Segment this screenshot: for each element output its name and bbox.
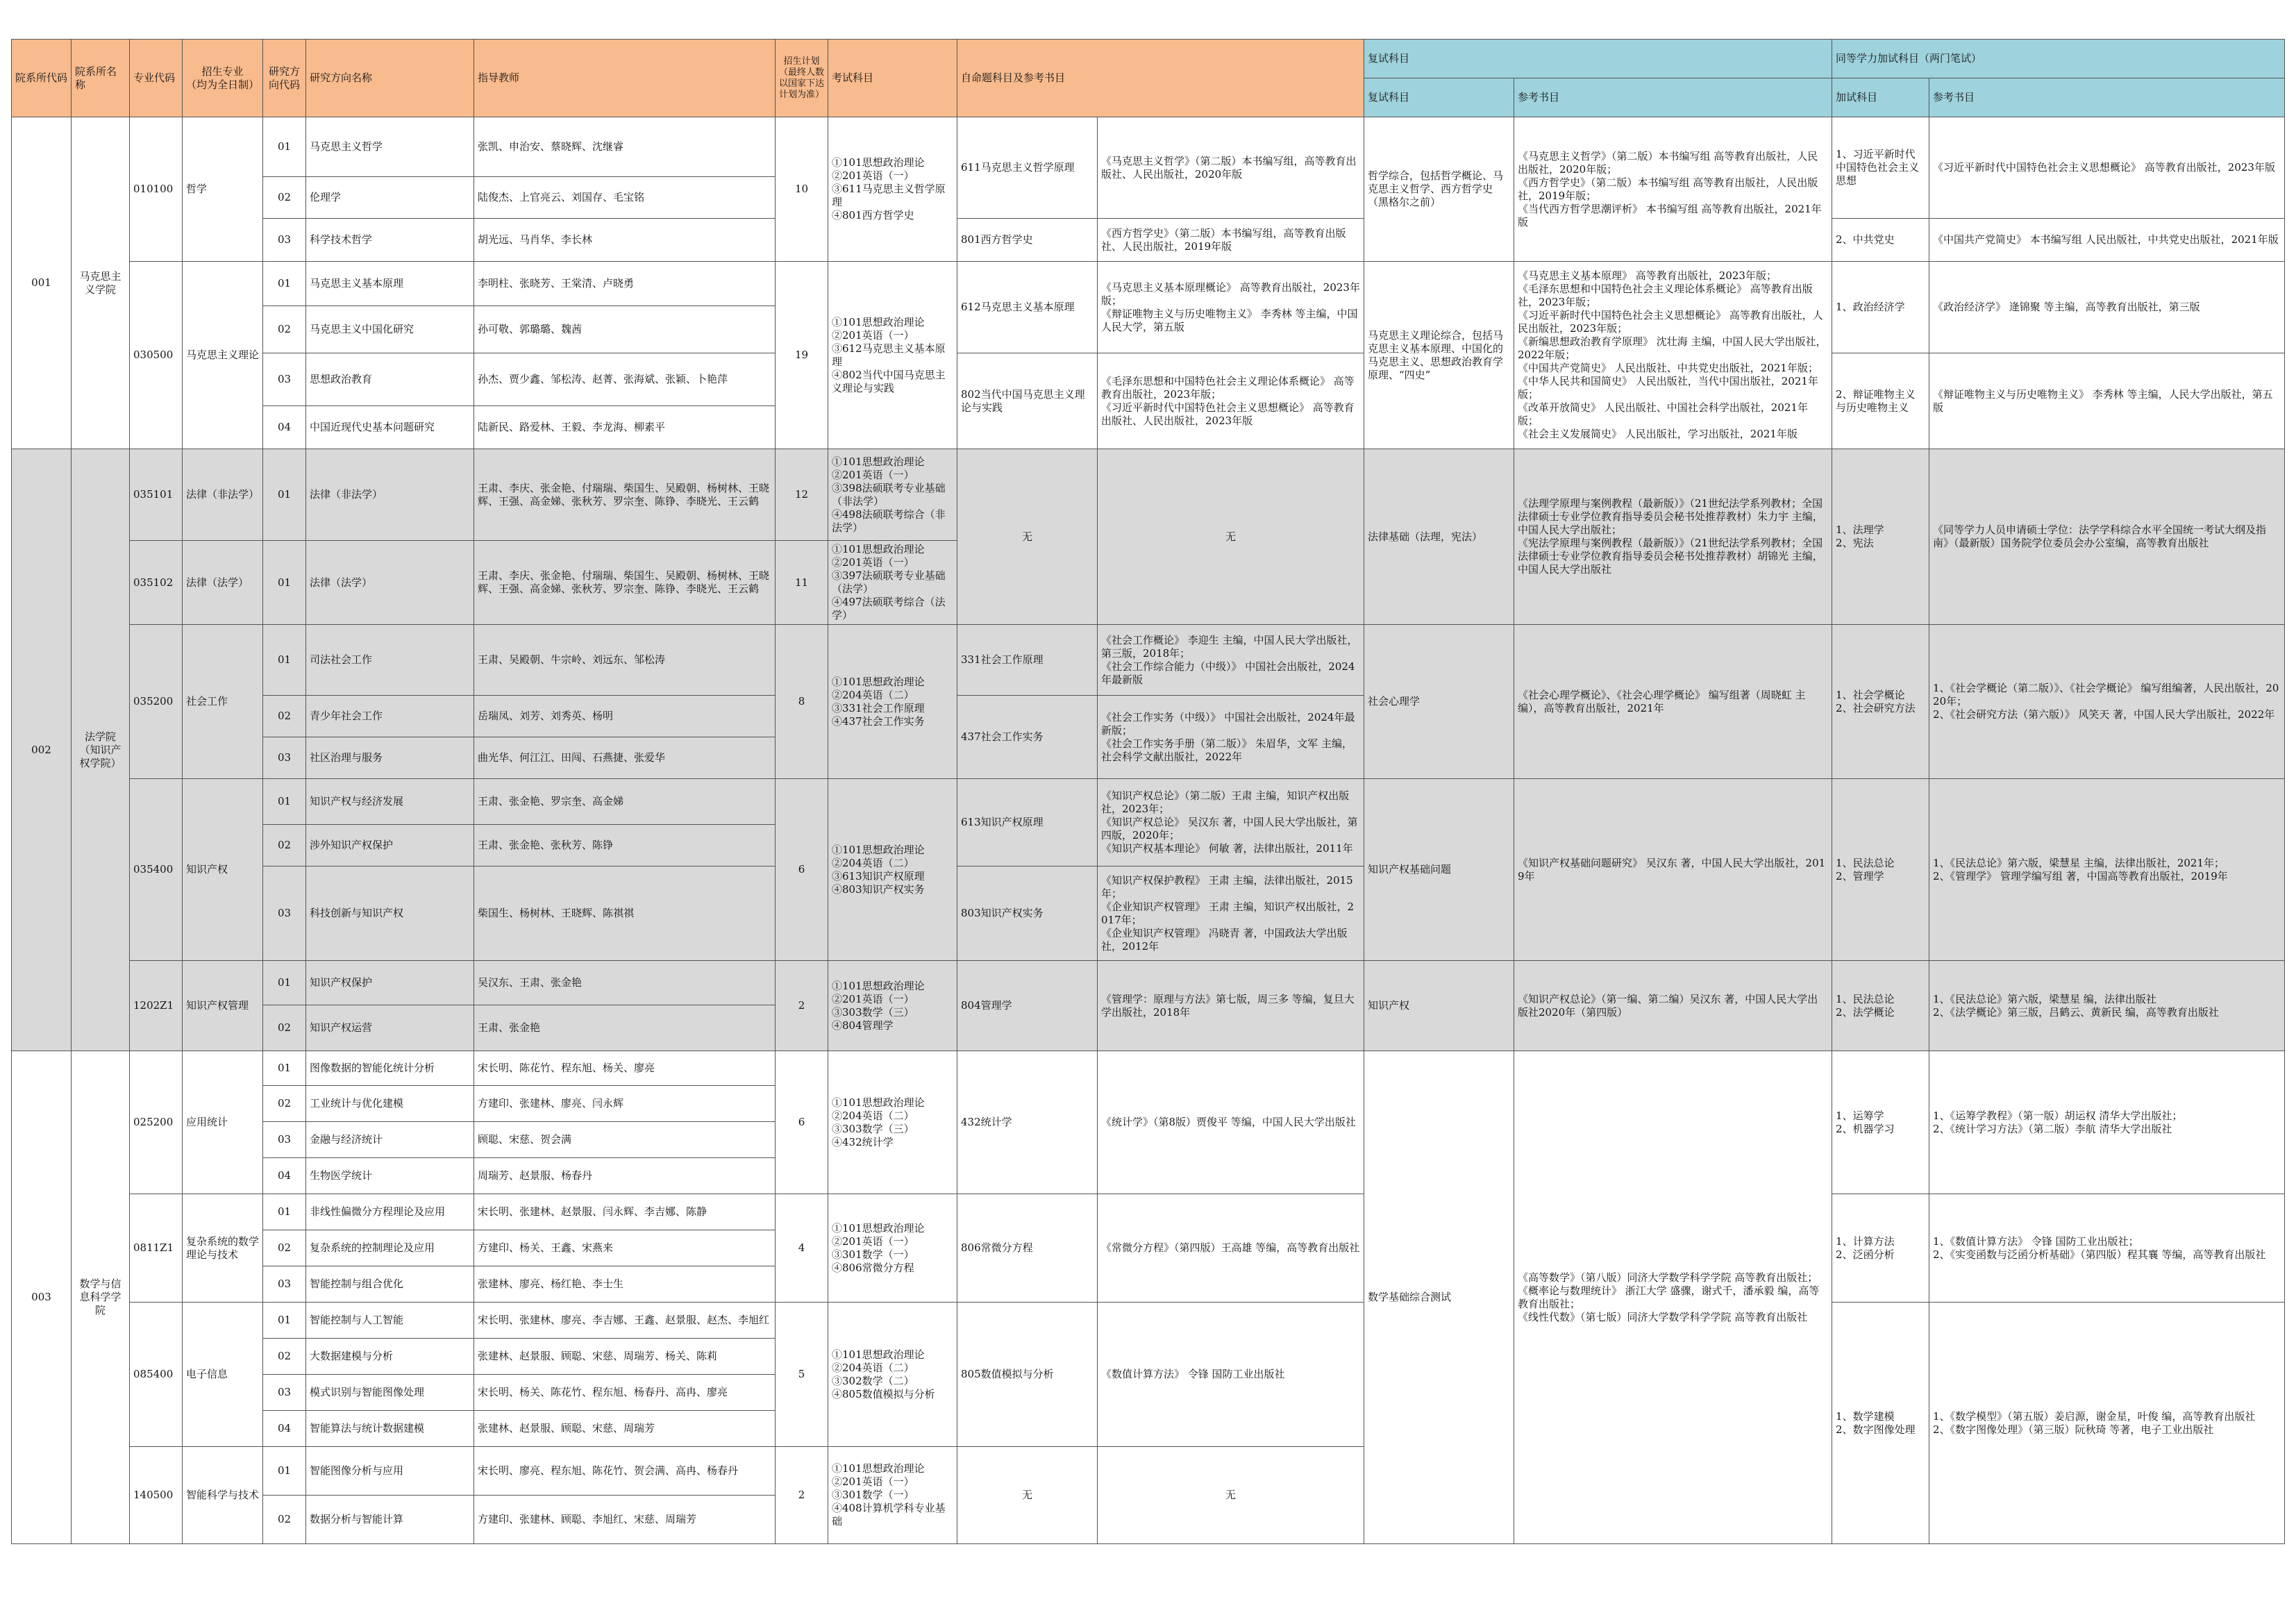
self-subject: 802当代中国马克思主义理论与实践 <box>957 353 1098 449</box>
direction-name: 科学技术哲学 <box>306 219 474 262</box>
header-retest-books: 参考书目 <box>1514 78 1832 117</box>
retest-books: 《马克思主义基本原理》 高等教育出版社，2023年版； 《毛泽东思想和中国特色社会主义理论体系概论》 高等教育出版社，2023年版； 《习近平新时代中国特色社会主义思想概论》 高等教育出版社，人民出版社，2023年版； 《新编思想政治教育学原理》 沈壮海 主编，中国人民大学出版社，2022年版； 《中国共产党简史》 人民出版社、中共党史出版社，2021年版； 《中华人民共和国简史》 人民出版社，当代中国出版社，2021年版； 《改革开放简史》 人民出版社、中国社会科学出版社，2021年版； 《社会主义发展简史》 人民出版社，学习出版社，2021年版 <box>1514 262 1832 449</box>
supervisor-list: 吴汉东、王肃、张金艳 <box>474 961 776 1005</box>
equiv-books: 1、《民法总论》第六版，梁慧星 编，法律出版社 2、《法学概论》第三版，吕鹤云、黄新民 编，高等教育出版社 <box>1929 961 2285 1051</box>
self-subject-books: 《社会工作概论》 李迎生 主编，中国人民大学出版社，第三版，2018年； 《社会工作综合能力（中级）》 中国社会出版社，2024年最新版 <box>1098 625 1364 696</box>
retest-subject: 知识产权 <box>1364 961 1514 1051</box>
college-name: 马克思主义学院 <box>72 117 130 449</box>
supervisor-list: 柴国生、杨树林、王晓辉、陈祺祺 <box>474 867 776 961</box>
direction-name: 模式识别与智能图像处理 <box>306 1375 474 1411</box>
direction-code: 01 <box>263 1303 306 1339</box>
equiv-subject: 1、计算方法 2、泛函分析 <box>1832 1194 1929 1303</box>
direction-code: 03 <box>263 1122 306 1158</box>
self-subject-books: 《知识产权保护教程》 王肃 主编，法律出版社，2015年； 《企业知识产权管理》 王肃 主编，知识产权出版社，2017年； 《企业知识产权管理》 冯晓青 著，中国政法大学出版社，2012年 <box>1098 867 1364 961</box>
college-name: 数学与信息科学学院 <box>72 1051 130 1544</box>
header-quota: 招生计划 （最终人数以国家下达计划为准） <box>776 40 828 117</box>
retest-books: 《马克思主义哲学》（第二版）本书编写组 高等教育出版社，人民出版社，2020年版； 《西方哲学史》（第二版）本书编写组 高等教育出版社，人民出版社，2019年版； 《当代西方哲学思潮评析》 本书编写组 高等教育出版社，2021年版 <box>1514 117 1832 262</box>
retest-subject: 哲学综合，包括哲学概论、马克思主义哲学、西方哲学史（黑格尔之前） <box>1364 117 1514 262</box>
header-direction-code: 研究方向代码 <box>263 40 306 117</box>
exam-subjects: ①101思想政治理论 ②201英语（一） ③301数学（一） ④806常微分方程 <box>828 1194 957 1303</box>
supervisor-list: 陆新民、路爱林、王毅、李龙海、柳素平 <box>474 406 776 449</box>
direction-name: 法律（非法学） <box>306 449 474 541</box>
direction-name: 生物医学统计 <box>306 1158 474 1194</box>
direction-code: 01 <box>263 449 306 541</box>
equiv-subject: 2、辩证唯物主义与历史唯物主义 <box>1832 353 1929 449</box>
supervisor-list: 岳瑞凤、刘芳、刘秀英、杨明 <box>474 696 776 737</box>
equiv-subject: 1、民法总论 2、法学概论 <box>1832 961 1929 1051</box>
header-major-code: 专业代码 <box>130 40 183 117</box>
header-equiv: 同等学力加试科目（两门笔试） <box>1832 40 2285 78</box>
self-subject: 805数值模拟与分析 <box>957 1303 1098 1447</box>
quota: 2 <box>776 1447 828 1544</box>
direction-name: 伦理学 <box>306 177 474 219</box>
retest-books: 《知识产权总论》（第一编、第二编）吴汉东 著，中国人民大学出版社2020年（第四版） <box>1514 961 1832 1051</box>
college-code: 001 <box>12 117 72 449</box>
direction-name: 知识产权保护 <box>306 961 474 1005</box>
equiv-books: 1、《社会学概论（第二版）》、《社会学概论》 编写组编著，人民出版社，2020年； 2、《社会研究方法（第六版）》 风笑天 著，中国人民大学出版社，2022年 <box>1929 625 2285 779</box>
major-code: 1202Z1 <box>130 961 183 1051</box>
major-name: 复杂系统的数学理论与技术 <box>183 1194 263 1303</box>
supervisor-list: 王肃、吴殿朝、牛宗岭、刘远东、邹松涛 <box>474 625 776 696</box>
equiv-subject: 2、中共党史 <box>1832 219 1929 262</box>
direction-name: 马克思主义中国化研究 <box>306 306 474 353</box>
retest-books: 《社会心理学概论》、《社会心理学概论》 编写组著（周晓虹 主编），高等教育出版社，2021年 <box>1514 625 1832 779</box>
major-name: 应用统计 <box>183 1051 263 1194</box>
exam-subjects: ①101思想政治理论 ②204英语（二） ③331社会工作原理 ④437社会工作实务 <box>828 625 957 779</box>
retest-books: 《高等数学》（第八版）同济大学数学科学学院 高等教育出版社； 《概率论与数理统计》 浙江大学 盛骤，谢式千，潘承毅 编，高等教育出版社； 《线性代数》（第七版）同济大学数学科学学院 高等教育出版社 <box>1514 1051 1832 1544</box>
equiv-books: 1、《民法总论》第六版，梁慧星 主编，法律出版社，2021年； 2、《管理学》 管理学编写组 著，中国高等教育出版社，2019年 <box>1929 779 2285 961</box>
direction-name: 知识产权运营 <box>306 1005 474 1051</box>
header-retest: 复试科目 <box>1364 40 1832 78</box>
direction-code: 01 <box>263 779 306 825</box>
major-code: 0811Z1 <box>130 1194 183 1303</box>
direction-code: 03 <box>263 219 306 262</box>
self-subject-books: 《管理学：原理与方法》第七版，周三多 等编，复旦大学出版社，2018年 <box>1098 961 1364 1051</box>
supervisor-list: 王肃、张金艳、罗宗奎、高金娣 <box>474 779 776 825</box>
supervisor-list: 王肃、张金艳 <box>474 1005 776 1051</box>
college-name: 法学院（知识产权学院） <box>72 449 130 1051</box>
self-subject-books: 《社会工作实务（中级）》 中国社会出版社，2024年最新版； 《社会工作实务手册（第二版）》 朱眉华，文军 主编，社会科学文献出版社，2022年 <box>1098 696 1364 779</box>
direction-code: 02 <box>263 306 306 353</box>
equiv-subject: 1、政治经济学 <box>1832 262 1929 353</box>
retest-books: 《法理学原理与案例教程（最新版）》（21世纪法学系列教材；全国法律硕士专业学位教育指导委员会秘书处推荐教材）朱力宇 主编，中国人民大学出版社； 《宪法学原理与案例教程（最新版）》（21世纪法学系列教材；全国法律硕士专业学位教育指导委员会秘书处推荐教材）胡锦光 主编，中国人民大学出版社 <box>1514 449 1832 625</box>
header-college-name: 院系所名称 <box>72 40 130 117</box>
major-name: 哲学 <box>183 117 263 262</box>
admission-table <box>11 39 2285 1544</box>
supervisor-list: 张建林、赵景服、顾聪、宋慈、周瑞芳、杨关、陈莉 <box>474 1339 776 1375</box>
major-name: 马克思主义理论 <box>183 262 263 449</box>
direction-code: 03 <box>263 1266 306 1303</box>
major-code: 085400 <box>130 1303 183 1447</box>
major-name: 知识产权管理 <box>183 961 263 1051</box>
self-subject: 613知识产权原理 <box>957 779 1098 867</box>
equiv-subject: 1、民法总论 2、管理学 <box>1832 779 1929 961</box>
supervisor-list: 陆俊杰、上官亮云、刘国存、毛宝铭 <box>474 177 776 219</box>
quota: 2 <box>776 961 828 1051</box>
direction-name: 图像数据的智能化统计分析 <box>306 1051 474 1086</box>
direction-code: 01 <box>263 1194 306 1230</box>
self-subject-books: 《常微分方程》（第四版）王高雄 等编，高等教育出版社 <box>1098 1194 1364 1303</box>
quota: 12 <box>776 449 828 541</box>
equiv-books: 《辩证唯物主义与历史唯物主义》 李秀林 等主编，人民大学出版社，第五版 <box>1929 353 2285 449</box>
direction-code: 03 <box>263 353 306 406</box>
direction-code: 02 <box>263 177 306 219</box>
header-retest-subject: 复试科目 <box>1364 78 1514 117</box>
major-code: 035200 <box>130 625 183 779</box>
major-name: 电子信息 <box>183 1303 263 1447</box>
supervisor-list: 周瑞芳、赵景服、杨春丹 <box>474 1158 776 1194</box>
supervisor-list: 王肃、李庆、张金艳、付瑞瑞、柴国生、吴殿朝、杨树林、王晓辉、王强、高金娣、张秋芳、罗宗奎、陈铮、李晓光、王云鹤 <box>474 541 776 625</box>
self-subject-books: 无 <box>1098 449 1364 625</box>
direction-name: 中国近现代史基本问题研究 <box>306 406 474 449</box>
self-subject: 331社会工作原理 <box>957 625 1098 696</box>
direction-name: 智能算法与统计数据建模 <box>306 1411 474 1447</box>
equiv-books: 《中国共产党简史》 本书编写组 人民出版社，中共党史出版社，2021年版 <box>1929 219 2285 262</box>
quota: 19 <box>776 262 828 449</box>
self-subject-books: 《数值计算方法》 令锋 国防工业出版社 <box>1098 1303 1364 1447</box>
retest-subject: 数学基础综合测试 <box>1364 1051 1514 1544</box>
direction-code: 02 <box>263 1339 306 1375</box>
direction-name: 青少年社会工作 <box>306 696 474 737</box>
direction-name: 智能图像分析与应用 <box>306 1447 474 1496</box>
supervisor-list: 曲光华、何江江、田闯、石燕捷、张爱华 <box>474 737 776 779</box>
major-code: 025200 <box>130 1051 183 1194</box>
supervisor-list: 张凯、申治安、蔡晓辉、沈继睿 <box>474 117 776 177</box>
direction-name: 马克思主义基本原理 <box>306 262 474 306</box>
direction-code: 04 <box>263 1158 306 1194</box>
exam-subjects: ①101思想政治理论 ②201英语（一） ③612马克思主义基本原理 ④802当代中国马克思主义理论与实践 <box>828 262 957 449</box>
equiv-books: 1、《数值计算方法》 令锋 国防工业出版社； 2、《实变函数与泛函分析基础》（第四版）程其襄 等编，高等教育出版社 <box>1929 1194 2285 1303</box>
direction-code: 01 <box>263 961 306 1005</box>
direction-name: 知识产权与经济发展 <box>306 779 474 825</box>
major-code: 010100 <box>130 117 183 262</box>
direction-name: 金融与经济统计 <box>306 1122 474 1158</box>
supervisor-list: 宋长明、陈花竹、程东旭、杨关、廖亮 <box>474 1051 776 1086</box>
quota: 8 <box>776 625 828 779</box>
supervisor-list: 方建印、杨关、王鑫、宋燕来 <box>474 1230 776 1266</box>
self-subject: 无 <box>957 449 1098 625</box>
direction-name: 大数据建模与分析 <box>306 1339 474 1375</box>
retest-subject: 知识产权基础问题 <box>1364 779 1514 961</box>
equiv-subject: 1、运筹学 2、机器学习 <box>1832 1051 1929 1194</box>
major-name: 法律（非法学） <box>183 449 263 541</box>
direction-name: 复杂系统的控制理论及应用 <box>306 1230 474 1266</box>
direction-code: 01 <box>263 541 306 625</box>
self-subject: 437社会工作实务 <box>957 696 1098 779</box>
direction-code: 02 <box>263 696 306 737</box>
direction-code: 01 <box>263 1051 306 1086</box>
direction-code: 01 <box>263 625 306 696</box>
header-college-code: 院系所代码 <box>12 40 72 117</box>
direction-name: 社区治理与服务 <box>306 737 474 779</box>
direction-code: 03 <box>263 867 306 961</box>
equiv-subject: 1、数学建模 2、数字图像处理 <box>1832 1303 1929 1544</box>
equiv-books: 1、《数学模型》（第五版）姜启源，谢金星，叶俊 编，高等教育出版社 2、《数字图像处理》（第三版）阮秋琦 等著，电子工业出版社 <box>1929 1303 2285 1544</box>
supervisor-list: 张建林、廖亮、杨红艳、李士生 <box>474 1266 776 1303</box>
supervisor-list: 宋长明、张建林、赵景服、闫永辉、李吉娜、陈静 <box>474 1194 776 1230</box>
supervisor-list: 李明柱、张晓芳、王棠清、卢晓勇 <box>474 262 776 306</box>
equiv-books: 《习近平新时代中国特色社会主义思想概论》 高等教育出版社，2023年版 <box>1929 117 2285 219</box>
direction-name: 涉外知识产权保护 <box>306 825 474 867</box>
direction-name: 智能控制与组合优化 <box>306 1266 474 1303</box>
supervisor-list: 王肃、张金艳、张秋芳、陈铮 <box>474 825 776 867</box>
supervisor-list: 宋长明、杨关、陈花竹、程东旭、杨春丹、高冉、廖亮 <box>474 1375 776 1411</box>
major-code: 030500 <box>130 262 183 449</box>
supervisor-list: 方建印、张建林、廖亮、闫永辉 <box>474 1086 776 1122</box>
direction-code: 02 <box>263 1005 306 1051</box>
major-code: 035101 <box>130 449 183 541</box>
college-code: 002 <box>12 449 72 1051</box>
equiv-books: 《同等学力人员申请硕士学位：法学学科综合水平全国统一考试大纲及指南》（最新版）国务院学位委员会办公室编，高等教育出版社 <box>1929 449 2285 625</box>
exam-subjects: ①101思想政治理论 ②201英语（一） ③301数学（一） ④408计算机学科专业基础 <box>828 1447 957 1544</box>
exam-subjects: ①101思想政治理论 ②201英语（一） ③611马克思主义哲学原理 ④801西方哲学史 <box>828 117 957 262</box>
equiv-subject: 1、社会学概论 2、社会研究方法 <box>1832 625 1929 779</box>
exam-subjects: ①101思想政治理论 ②201英语（一） ③398法硕联考专业基础（非法学） ④498法硕联考综合（非法学） <box>828 449 957 541</box>
retest-subject: 马克思主义理论综合，包括马克思主义基本原理、中国化的马克思主义、思想政治教育学原理、“四史” <box>1364 262 1514 449</box>
supervisor-list: 王肃、李庆、张金艳、付瑞瑞、柴国生、吴殿朝、杨树林、王晓辉、王强、高金娣、张秋芳、罗宗奎、陈铮、李晓光、王云鹤 <box>474 449 776 541</box>
direction-name: 科技创新与知识产权 <box>306 867 474 961</box>
quota: 6 <box>776 779 828 961</box>
self-subject: 无 <box>957 1447 1098 1544</box>
direction-name: 非线性偏微分方程理论及应用 <box>306 1194 474 1230</box>
direction-code: 01 <box>263 262 306 306</box>
direction-code: 01 <box>263 117 306 177</box>
direction-code: 03 <box>263 737 306 779</box>
header-equiv-books: 参考书目 <box>1929 78 2285 117</box>
direction-code: 03 <box>263 1375 306 1411</box>
self-subject-books: 《马克思主义哲学》（第二版）本书编写组，高等教育出版社、人民出版社，2020年版 <box>1098 117 1364 219</box>
self-subject: 803知识产权实务 <box>957 867 1098 961</box>
self-subject: 611马克思主义哲学原理 <box>957 117 1098 219</box>
self-subject: 806常微分方程 <box>957 1194 1098 1303</box>
self-subject-books: 《毛泽东思想和中国特色社会主义理论体系概论》 高等教育出版社，2023年版； 《习近平新时代中国特色社会主义思想概论》 高等教育出版社、人民出版社，2023年版 <box>1098 353 1364 449</box>
equiv-books: 《政治经济学》 逄锦聚 等主编，高等教育出版社，第三版 <box>1929 262 2285 353</box>
exam-subjects: ①101思想政治理论 ②204英语（二） ③302数学（二） ④805数值模拟与分析 <box>828 1303 957 1447</box>
quota: 10 <box>776 117 828 262</box>
quota: 6 <box>776 1051 828 1194</box>
direction-code: 02 <box>263 825 306 867</box>
direction-code: 02 <box>263 1230 306 1266</box>
major-code: 035102 <box>130 541 183 625</box>
direction-code: 02 <box>263 1496 306 1544</box>
major-code: 140500 <box>130 1447 183 1544</box>
direction-code: 02 <box>263 1086 306 1122</box>
equiv-books: 1、《运筹学教程》（第一版）胡运权 清华大学出版社； 2、《统计学习方法》（第二版）李航 清华大学出版社 <box>1929 1051 2285 1194</box>
header-direction-name: 研究方向名称 <box>306 40 474 117</box>
equiv-subject: 1、习近平新时代中国特色社会主义思想 <box>1832 117 1929 219</box>
quota: 5 <box>776 1303 828 1447</box>
equiv-subject: 1、法理学 2、宪法 <box>1832 449 1929 625</box>
header-self-subject: 自命题科目及参考书目 <box>957 40 1364 117</box>
supervisor-list: 张建林、赵景服、顾聪、宋慈、周瑞芳 <box>474 1411 776 1447</box>
direction-name: 思想政治教育 <box>306 353 474 406</box>
supervisor-list: 方建印、张建林、顾聪、李旭红、宋慈、周瑞芳 <box>474 1496 776 1544</box>
self-subject-books: 《统计学》（第8版）贾俊平 等编，中国人民大学出版社 <box>1098 1051 1364 1194</box>
header-equiv-subject: 加试科目 <box>1832 78 1929 117</box>
supervisor-list: 孙可敬、郭璐璐、魏茜 <box>474 306 776 353</box>
direction-name: 智能控制与人工智能 <box>306 1303 474 1339</box>
quota: 11 <box>776 541 828 625</box>
direction-name: 工业统计与优化建模 <box>306 1086 474 1122</box>
college-code: 003 <box>12 1051 72 1544</box>
direction-name: 马克思主义哲学 <box>306 117 474 177</box>
major-name: 智能科学与技术 <box>183 1447 263 1544</box>
exam-subjects: ①101思想政治理论 ②201英语（一） ③303数学（三） ④804管理学 <box>828 961 957 1051</box>
self-subject-books: 《知识产权总论》（第二版）王肃 主编，知识产权出版社，2023年； 《知识产权总论》 吴汉东 著，中国人民大学出版社，第四版，2020年； 《知识产权基本理论》 何敏 著，法律出版社，2011年 <box>1098 779 1364 867</box>
self-subject: 801西方哲学史 <box>957 219 1098 262</box>
direction-code: 01 <box>263 1447 306 1496</box>
self-subject-books: 《马克思主义基本原理概论》 高等教育出版社，2023年版； 《辩证唯物主义与历史唯物主义》 李秀林 等主编，中国人民大学，第五版 <box>1098 262 1364 353</box>
direction-code: 04 <box>263 406 306 449</box>
self-subject: 804管理学 <box>957 961 1098 1051</box>
exam-subjects: ①101思想政治理论 ②204英语（二） ③613知识产权原理 ④803知识产权实务 <box>828 779 957 961</box>
major-name: 社会工作 <box>183 625 263 779</box>
direction-code: 04 <box>263 1411 306 1447</box>
supervisor-list: 顾聪、宋慈、贺会满 <box>474 1122 776 1158</box>
supervisor-list: 孙杰、贾少鑫、邹松涛、赵菁、张海斌、张颖、卜艳萍 <box>474 353 776 406</box>
supervisor-list: 胡光远、马肖华、李长林 <box>474 219 776 262</box>
header-major-name: 招生专业 （均为全日制） <box>183 40 263 117</box>
retest-books: 《知识产权基础问题研究》 吴汉东 著，中国人民大学出版社，2019年 <box>1514 779 1832 961</box>
supervisor-list: 宋长明、张建林、廖亮、李吉娜、王鑫、赵景服、赵杰、李旭红 <box>474 1303 776 1339</box>
retest-subject: 法律基础（法理，宪法） <box>1364 449 1514 625</box>
quota: 4 <box>776 1194 828 1303</box>
header-supervisor: 指导教师 <box>474 40 776 117</box>
direction-name: 数据分析与智能计算 <box>306 1496 474 1544</box>
exam-subjects: ①101思想政治理论 ②201英语（一） ③397法硕联考专业基础（法学） ④497法硕联考综合（法学） <box>828 541 957 625</box>
header-exam: 考试科目 <box>828 40 957 117</box>
self-subject-books: 无 <box>1098 1447 1364 1544</box>
major-name: 知识产权 <box>183 779 263 961</box>
exam-subjects: ①101思想政治理论 ②204英语（二） ③303数学（三） ④432统计学 <box>828 1051 957 1194</box>
major-name: 法律（法学） <box>183 541 263 625</box>
supervisor-list: 宋长明、廖亮、程东旭、陈花竹、贺会满、高冉、杨春丹 <box>474 1447 776 1496</box>
self-subject: 612马克思主义基本原理 <box>957 262 1098 353</box>
direction-name: 法律（法学） <box>306 541 474 625</box>
major-code: 035400 <box>130 779 183 961</box>
retest-subject: 社会心理学 <box>1364 625 1514 779</box>
self-subject-books: 《西方哲学史》（第二版）本书编写组，高等教育出版社、人民出版社，2019年版 <box>1098 219 1364 262</box>
direction-name: 司法社会工作 <box>306 625 474 696</box>
self-subject: 432统计学 <box>957 1051 1098 1194</box>
